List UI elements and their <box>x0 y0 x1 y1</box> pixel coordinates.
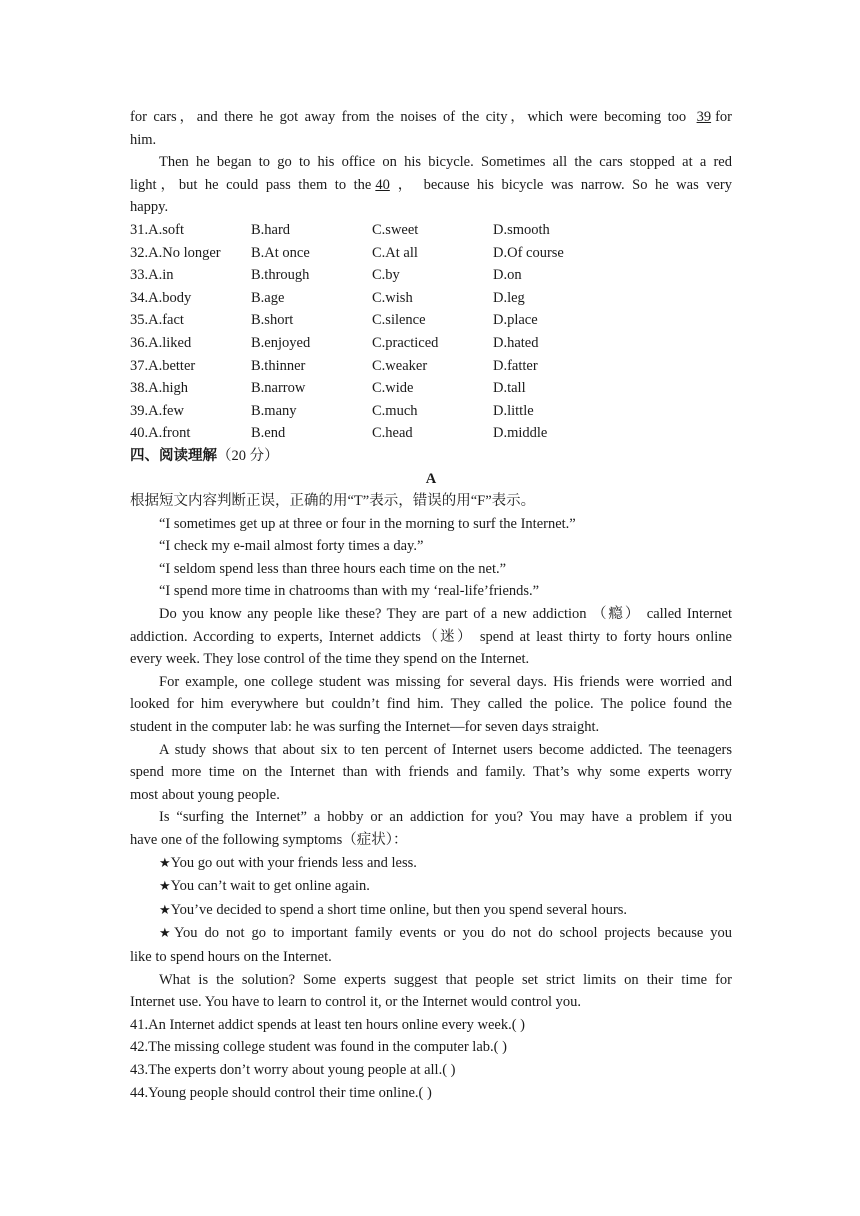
instruction: 根据短文内容判断正误，正确的用“T”表示，错误的用“F”表示。 <box>130 493 536 510</box>
option: 39.A.few <box>130 402 184 419</box>
option: 35.A.fact <box>130 312 184 329</box>
text: for <box>715 109 732 125</box>
paragraph-line: have one of the following symptoms（症状）： <box>130 832 408 848</box>
option: D.leg <box>493 289 525 306</box>
option: 33.A.in <box>130 267 174 284</box>
paragraph-line: A study shows that about six to ten percent of Internet users become addicted. The teenagers <box>159 741 732 758</box>
blank-39: 39 <box>696 109 712 125</box>
option: B.At once <box>251 244 310 261</box>
paragraph-line: addiction. According to experts, Internet addicts（迷） spend at least thirty to forty hours online <box>130 628 732 645</box>
option: C.silence <box>372 312 426 329</box>
blank-40: 40 <box>375 176 390 193</box>
section-title: 四、阅读理解 <box>130 447 217 464</box>
option-row <box>130 355 732 378</box>
cloze-line <box>130 106 732 129</box>
option-row <box>130 422 732 445</box>
option: D.little <box>493 402 534 419</box>
option: B.many <box>251 402 297 419</box>
option: B.narrow <box>251 380 306 397</box>
option: D.Of course <box>493 244 564 261</box>
cloze-line: Then he began to go to his office on his bicycle. Sometimes all the cars stopped at a red <box>159 154 732 171</box>
quote: “I sometimes get up at three or four in the morning to surf the Internet.” <box>159 515 576 532</box>
text: for cars，and there he got away from the noises of the city，which were becoming too <box>130 109 687 125</box>
option: 36.A.liked <box>130 334 192 351</box>
quote: “I spend more time in chatrooms than with my ‘real-life’friends.” <box>159 583 540 600</box>
option-row <box>130 219 732 242</box>
symptom-item <box>130 899 732 923</box>
section-heading <box>130 445 732 468</box>
symptom-text: You do not go to important family events or you do not do school projects because you <box>174 925 732 942</box>
symptom-item <box>130 875 732 899</box>
paragraph-line: What is the solution? Some experts suggest that people set strict limits on their time for <box>159 971 732 988</box>
option: 37.A.better <box>130 357 196 374</box>
option-row <box>130 377 732 400</box>
star-icon: ★ <box>159 879 171 895</box>
text: light，but he could pass them to the <box>130 176 372 193</box>
document-content <box>130 106 732 1104</box>
option: C.At all <box>372 244 418 261</box>
symptom-text: You can’t wait to get online again. <box>170 878 370 895</box>
option: D.place <box>493 312 538 329</box>
star-icon: ★ <box>159 926 175 942</box>
symptom-item-cont: like to spend hours on the Internet. <box>130 948 332 965</box>
option-row <box>130 242 732 265</box>
question: 43.The experts don’t worry about young people at all.( ) <box>130 1061 456 1078</box>
option: D.on <box>493 267 522 284</box>
option: B.through <box>251 267 310 284</box>
option: B.enjoyed <box>251 334 311 351</box>
option: 40.A.front <box>130 425 191 442</box>
paragraph-line: Is “surfing the Internet” a hobby or an addiction for you? You may have a problem if you <box>159 809 732 826</box>
question: 44.Young people should control their time online.( ) <box>130 1084 432 1101</box>
paragraph-line: looked for him everywhere but couldn’t find him. They called the police. The police found the <box>130 696 732 713</box>
cloze-line: happy. <box>130 199 169 216</box>
options-table <box>130 219 732 445</box>
option: 38.A.high <box>130 380 188 397</box>
option-row <box>130 309 732 332</box>
quote: “I check my e-mail almost forty times a day.” <box>159 538 424 555</box>
option-row <box>130 287 732 310</box>
option: 32.A.No longer <box>130 244 221 261</box>
option: B.thinner <box>251 357 306 374</box>
paragraph-line: most about young people. <box>130 786 280 803</box>
option: 31.A.soft <box>130 221 184 238</box>
paragraph-line: For example, one college student was missing for several days. His friends were worried and <box>159 673 732 690</box>
cloze-line: him. <box>130 131 157 148</box>
symptom-item <box>130 852 732 876</box>
paragraph-line: every week. They lose control of the time they spend on the Internet. <box>130 651 530 668</box>
option: 34.A.body <box>130 289 192 306</box>
option: C.weaker <box>372 357 428 374</box>
option: C.much <box>372 402 418 419</box>
option: C.wide <box>372 380 414 397</box>
passage-label: A <box>425 470 437 487</box>
symptom-item <box>130 922 732 946</box>
paragraph-line: spend more time on the Internet than with friends and family. That’s why some experts worry <box>130 764 732 781</box>
option: C.wish <box>372 289 413 306</box>
star-icon: ★ <box>159 902 171 918</box>
option: D.smooth <box>493 221 550 238</box>
option-row <box>130 332 732 355</box>
question: 42.The missing college student was found in the computer lab.( ) <box>130 1039 507 1056</box>
quote: “I seldom spend less than three hours each time on the net.” <box>159 560 507 577</box>
question: 41.An Internet addict spends at least ten hours online every week.( ) <box>130 1016 525 1033</box>
paragraph-line: Internet use. You have to learn to control it, or the Internet would control you. <box>130 994 582 1011</box>
option: C.head <box>372 425 413 442</box>
star-icon: ★ <box>159 855 171 871</box>
option: D.tall <box>493 380 526 397</box>
option: D.middle <box>493 425 548 442</box>
section-points: （20 分） <box>217 447 279 464</box>
option: C.sweet <box>372 221 419 238</box>
paragraph-line: student in the computer lab: he was surfing the Internet—for seven days straight. <box>130 719 600 736</box>
symptom-text: You go out with your friends less and less. <box>170 854 417 871</box>
option: C.practiced <box>372 334 439 351</box>
option-row <box>130 400 732 423</box>
option: B.age <box>251 289 285 306</box>
option: B.short <box>251 312 294 329</box>
symptom-text: You’ve decided to spend a short time online, but then you spend several hours. <box>170 901 628 918</box>
option: B.hard <box>251 221 291 238</box>
option: D.fatter <box>493 357 538 374</box>
cloze-line <box>130 174 732 197</box>
option: B.end <box>251 425 286 442</box>
option: D.hated <box>493 334 539 351</box>
paragraph-line: Do you know any people like these? They are part of a new addiction （瘾） called Internet <box>159 606 732 623</box>
text: ， because his bicycle was narrow. So he was very <box>393 176 732 193</box>
option: C.by <box>372 267 400 284</box>
option-row <box>130 264 732 287</box>
